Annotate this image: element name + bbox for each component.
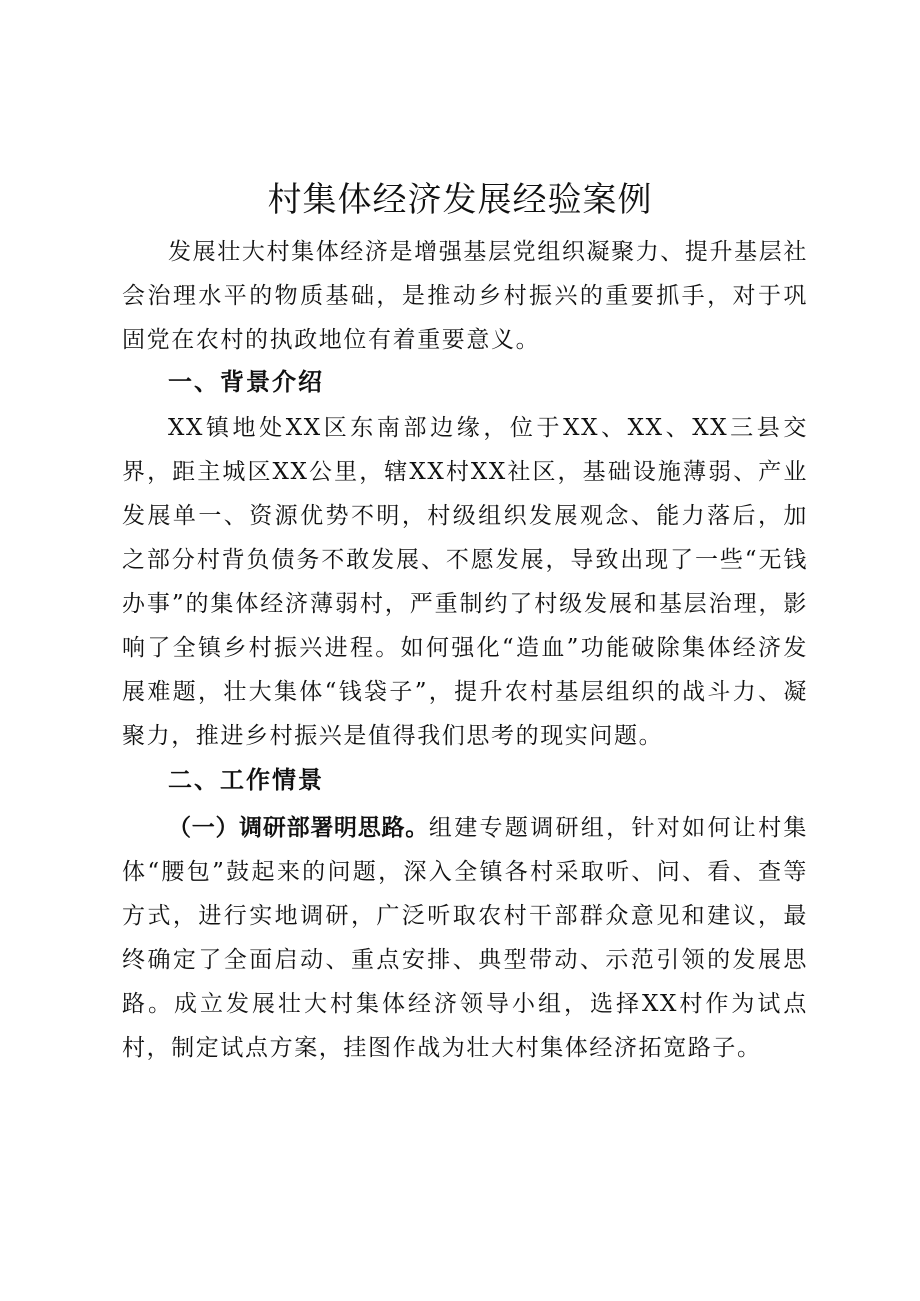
work-item-paragraph bbox=[122, 806, 808, 1070]
document-title: 村集体经济发展经验案例 bbox=[267, 180, 653, 220]
work-item-text: 组建专题调研组，针对如何让村集体“腰包”鼓起来的问题，深入全镇各村采取听、问、看、查等方式，进行实地调研，广泛听取农村干部群众意见和建议，最终确定了全面启动、重点安排、典型带动、示范引领的发展思路。成立发展壮大村集体经济领导小组，选择XX村作为试点村，制定试点方案，挂图作战为壮大村集体经济拓宽路子。 bbox=[122, 815, 809, 1061]
background-paragraph: XX镇地处XX区东南部边缘，位于XX、XX、XX三县交界，距主城区XX公里，辖XX村XX社区，基础设施薄弱、产业发展单一、资源优势不明，村级组织发展观念、能力落后，加之部分村背负债务不敢发展、不愿发展，导致出现了一些“无钱办事”的集体经济薄弱村，严重制约了村级发展和基层治理，影响了全镇乡村振兴进程。如何强化“造血”功能破除集体经济发展难题，壮大集体“钱袋子”，提升农村基层组织的战斗力、凝聚力，推进乡村振兴是值得我们思考的现实问题。 bbox=[122, 415, 808, 749]
section-heading-background: 一、背景介绍 bbox=[168, 368, 324, 396]
section-heading-work: 二、工作情景 bbox=[168, 766, 324, 794]
work-item-heading: （一）调研部署明思路。 bbox=[168, 814, 429, 841]
intro-paragraph: 发展壮大村集体经济是增强基层党组织凝聚力、提升基层社会治理水平的物质基础，是推动乡村振兴的重要抓手，对于巩固党在农村的执政地位有着重要意义。 bbox=[122, 239, 808, 353]
